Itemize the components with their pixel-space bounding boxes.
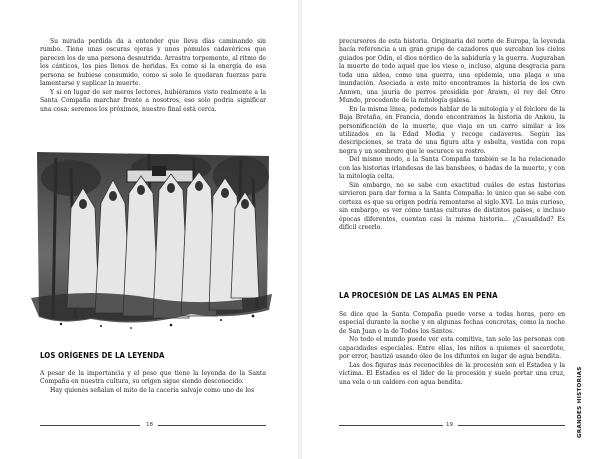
side-tab xyxy=(570,366,583,440)
right-page-bottom-text xyxy=(339,311,565,387)
section-heading-procession: LA PROCESIÓN DE LAS ALMAS EN PENA xyxy=(339,291,498,300)
page-number-left: 18 xyxy=(146,422,153,428)
paragraph: A pesar de la importancia y el peso que tiene la leyenda de la Santa Compaña en nuestra cultura, su origen sigue siendo desconocido. xyxy=(40,370,266,386)
page-number-right: 19 xyxy=(446,422,453,428)
paragraph: Y si en lugar de ser meros lectores, hubiéramos visto realmente a la Santa Compaña marchar frente a nosotros, eso solo podría significar una cosa: seremos los próximos, nuestro final está cerca. xyxy=(40,88,266,113)
left-page-top-text xyxy=(40,38,266,114)
paragraph: Las dos figuras más reconocibles de la procesión son el Estadea y la víctima. El Estadea es el líder de la procesión y suele portar una cruz, una vela o un caldero con agua bendita. xyxy=(339,361,565,386)
paragraph: Del mismo modo, a la Santa Compaña también se la ha relacionado con las historias irlandesas de las banshees, o hadas de la muerte, y con la mitología celta. xyxy=(339,156,565,181)
santa-compana-illustration xyxy=(31,148,272,330)
right-page-top-text xyxy=(339,38,565,232)
footer-rule-right-2 xyxy=(458,425,565,426)
paragraph: No todo el mundo puede ver esta comitiva, tan solo las personas con capacidades especiales. Entre ellas, los niños a quienes el sacerdote, por error, bautizó usando óleo de los difuntos en lugar de agua bendita. xyxy=(339,336,565,361)
section-heading-origins: LOS ORÍGENES DE LA LEYENDA xyxy=(40,351,165,360)
paragraph: precursores de esta historia. Originaria del norte de Europa, la leyenda hacía referencia a un gran grupo de cazadores que surcaban los cielos guiados por Odín, el dios nórdico de la sabiduría y la guerra. Auguraban la muerte de todo aquel que los viese o, incluso, alguna desgracia para toda una aldea, como una guerra, una epidemia, una plaga o una inundación. Asociada a este mito encontramos la historia de los cwn Annwn, una jauría de perros presidida por Arawn, el rey del Otro Mundo, procedente de la mitología galesa. xyxy=(339,38,565,105)
paragraph: En la misma línea, podemos hablar de la mitología y el folclore de la Baja Bretaña, en Francia, donde encontramos la historia de Ankou, la personificación de la muerte, que viaja en un carro similar a los utilizados en la Edad Media y recoge cadáveres. Según las descripciones, se trata de una figura alta y esbelta, vestida con ropa negra y un sombrero que le oscurece su rostro. xyxy=(339,105,565,155)
side-tab-label: GRANDES HISTORIAS xyxy=(577,366,583,438)
paragraph: Hay quienes señalan el mito de la cacería salvaje como uno de los xyxy=(50,386,255,394)
footer-rule-left-2 xyxy=(158,425,266,426)
footer-rule-left xyxy=(40,425,140,426)
left-page-bottom-text xyxy=(40,370,266,395)
page-gutter xyxy=(298,0,302,459)
footer-rule-right xyxy=(339,425,443,426)
paragraph: Se dice que la Santa Compaña puede verse a todas horas, pero en especial durante la noche y en algunas fechas concretas, como la noche de San Juan o la de Todos los Santos. xyxy=(339,311,565,335)
paragraph: Su mirada perdida da a entender que lleva días caminando sin rumbo. Tiene unas oscuras ojeras y unos pómulos cadavéricos que parecen los de una persona desnutrida. Arrastra torpemente, al ritmo de los cánticos, los pies llenos de heridas. Es como si la energía de esa persona se hubiese consumido, como si solo le quedaran fuerzas para lamentarse y suplicar la muerte. xyxy=(40,38,266,88)
paragraph: Sin embargo, no se sabe con exactitud cuáles de estas historias sirvieron para dar forma a la Santa Compaña: lo único que se sabe con certeza es que su origen podría remontarse al siglo XVI. Lo más curioso, sin embargo, es ver cómo tantas culturas de distintos países, e incluso épocas diferentes, cuentan casi la misma historia... ¿Casualidad? Es difícil creerlo. xyxy=(339,181,565,231)
